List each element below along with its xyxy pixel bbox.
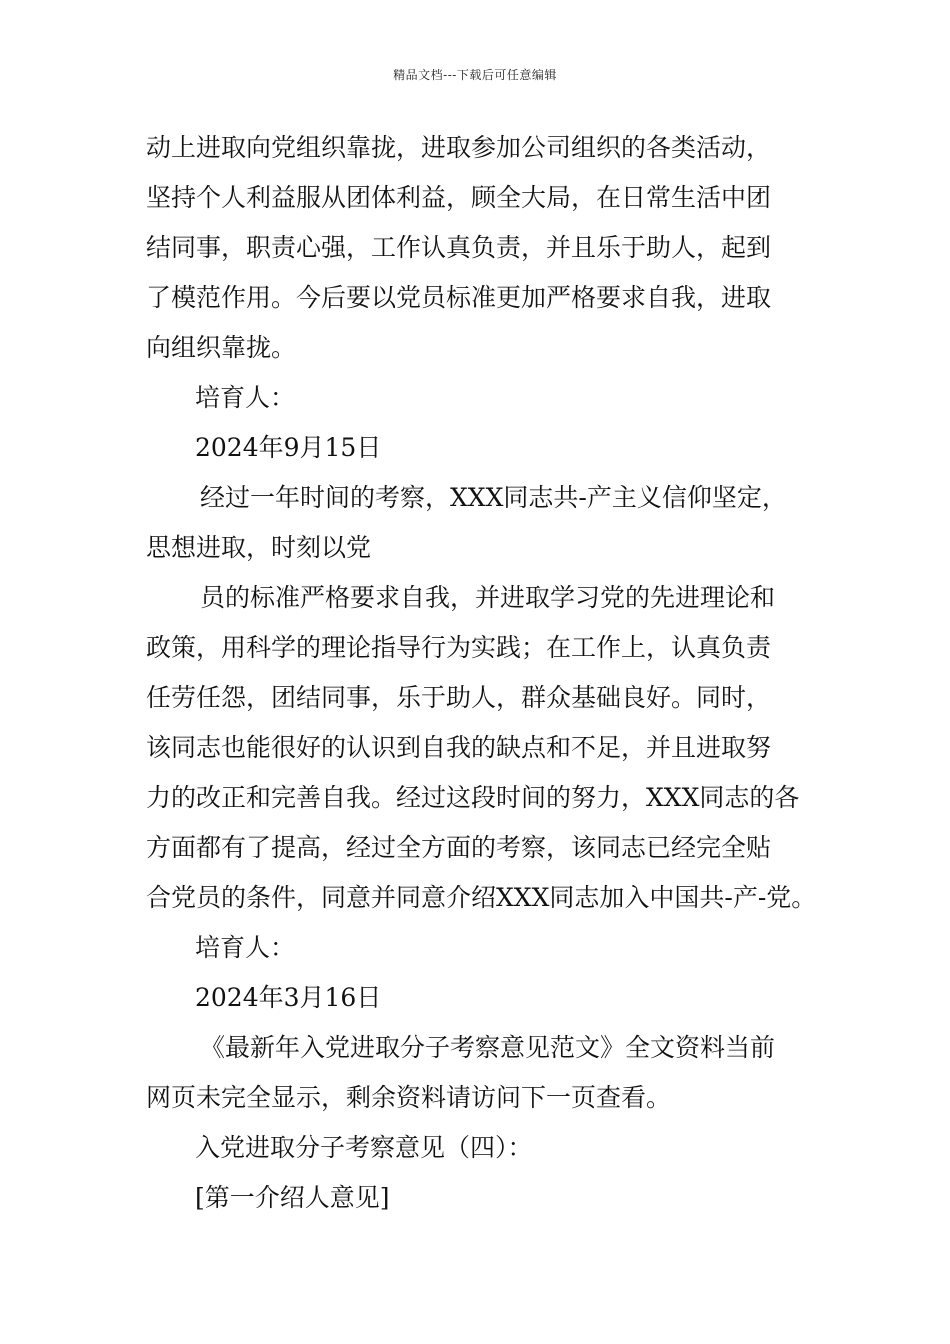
body-line: 向组织靠拢。 xyxy=(146,333,297,362)
body-line: 思想进取，时刻以党 xyxy=(146,533,372,562)
body-line: 经过一年时间的考察，XXX同志共-产主义信仰坚定， xyxy=(200,483,787,512)
body-line: 方面都有了提高，经过全方面的考察，该同志已经完全贴 xyxy=(146,833,772,862)
date-line: 2024年9月15日 xyxy=(195,433,382,462)
body-line: 力的改正和完善自我。经过这段时间的努力，XXX同志的各 xyxy=(146,783,800,812)
subsection-heading: [第一介绍人意见] xyxy=(195,1183,390,1212)
body-line: 员的标准严格要求自我，并进取学习党的先进理论和 xyxy=(200,583,776,612)
body-line: 网页未完全显示，剩余资料请访问下一页查看。 xyxy=(146,1083,672,1112)
body-line: 坚持个人利益服从团体利益，顾全大局，在日常生活中团 xyxy=(146,183,772,212)
signature-label: 培育人： xyxy=(195,383,296,412)
body-line: 了模范作用。今后要以党员标准更加严格要求自我，进取 xyxy=(146,283,772,312)
body-line: 该同志也能很好的认识到自我的缺点和不足，并且进取努 xyxy=(146,733,772,762)
body-line: 政策，用科学的理论指导行为实践；在工作上，认真负责 xyxy=(146,633,772,662)
section-heading: 入党进取分子考察意见（四）： xyxy=(195,1133,533,1162)
body-line: 合党员的条件，同意并同意介绍XXX同志加入中国共-产-党。 xyxy=(146,883,817,912)
signature-label: 培育人： xyxy=(195,933,296,962)
body-line: 任劳任怨，团结同事，乐于助人，群众基础良好。同时， xyxy=(146,683,772,712)
body-line: 《最新年入党进取分子考察意见范文》全文资料当前 xyxy=(200,1033,776,1062)
body-line: 动上进取向党组织靠拢，进取参加公司组织的各类活动， xyxy=(146,133,772,162)
page-header: 精品文档---下载后可任意编辑 xyxy=(393,68,557,82)
body-line: 结同事，职责心强，工作认真负责，并且乐于助人，起到 xyxy=(146,233,772,262)
date-line: 2024年3月16日 xyxy=(195,983,382,1012)
